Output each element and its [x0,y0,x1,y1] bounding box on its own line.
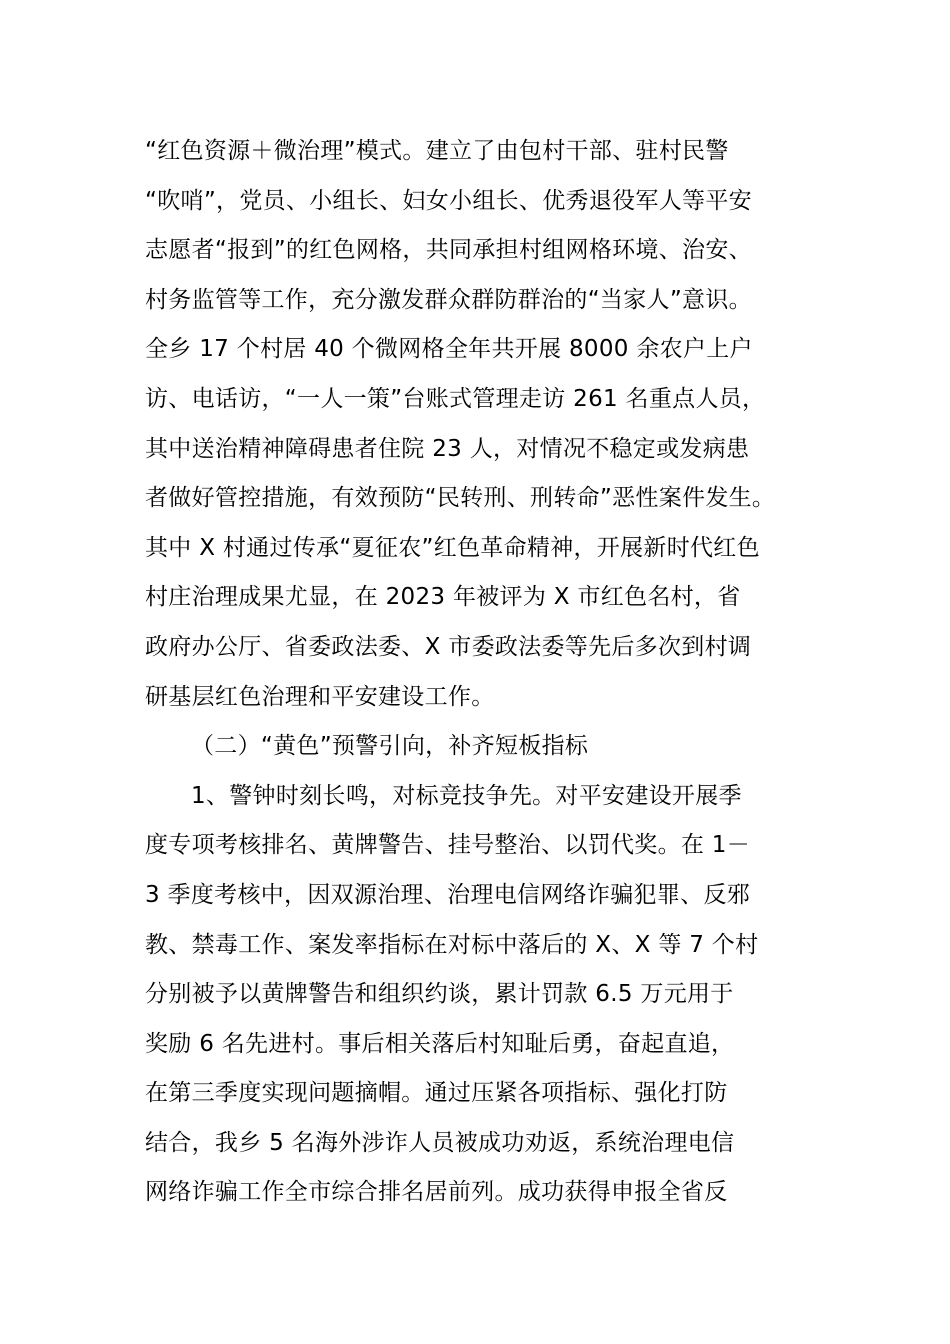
text-line: 分别被予以黄牌警告和组织约谈，累计罚款 6.5 万元用于 [145,981,734,1008]
text-line: “吹哨”，党员、小组长、妇女小组长、优秀退役军人等平安 [145,187,752,214]
text-line: 访、电话访，“一人一策”台账式管理走访 261 名重点人员， [145,385,766,412]
text-line: 志愿者“报到”的红色网格，共同承担村组网格环境、治安、 [145,237,752,264]
text-line: 奖励 6 名先进村。事后相关落后村知耻后勇，奋起直追， [145,1030,735,1057]
text-line: 全乡 17 个村居 40 个微网格全年共开展 8000 余农户上户 [145,336,753,363]
text-line: 其中送治精神障碍患者住院 23 人，对情况不稳定或发病患 [145,435,750,462]
text-line: 村务监管等工作，充分激发群众群防群治的“当家人”意识。 [145,286,752,313]
text-line: 网络诈骗工作全市综合排名居前列。成功获得申报全省反 [145,1179,728,1206]
text-line: 者做好管控措施，有效预防“民转刑、刑转命”恶性案件发生。 [145,485,776,512]
body-text [145,127,865,1218]
text-line: 3 季度考核中，因双源治理、治理电信网络诈骗犯罪、反邪 [145,881,751,908]
text-line: 在第三季度实现问题摘帽。通过压紧各项指标、强化打防 [145,1080,728,1107]
paragraph-first-line: 1、警钟时刻长鸣，对标竞技争先。对平安建设开展季 [191,782,742,809]
text-line: 其中 X 村通过传承“夏征农”红色革命精神，开展新时代红色 [145,534,760,561]
text-line: “红色资源＋微治理”模式。建立了由包村干部、驻村民警 [145,138,729,164]
text-line: 度专项考核排名、黄牌警告、挂号整治、以罚代奖。在 1－ [145,832,751,859]
text-line: 研基层红色治理和平安建设工作。 [145,683,495,710]
text-line: 村庄治理成果尤显，在 2023 年被评为 X 市红色名村，省 [145,584,741,611]
text-line: 教、禁毒工作、案发率指标在对标中落后的 X、X 等 7 个村 [145,931,759,958]
section-heading: （二）“黄色”预警引向，补齐短板指标 [191,733,589,760]
text-line: 结合，我乡 5 名海外涉诈人员被成功劝返，系统治理电信 [145,1129,735,1156]
text-line: 政府办公厅、省委政法委、X 市委政法委等先后多次到村调 [145,633,752,660]
